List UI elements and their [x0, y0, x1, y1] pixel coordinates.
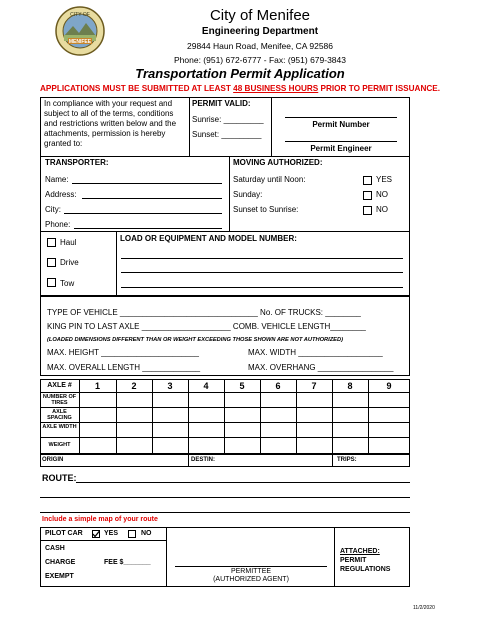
axle-col-6: 6	[275, 381, 281, 391]
row-number-of-tires: NUMBER OF TIRES	[42, 394, 77, 406]
load-heading: LOAD OR EQUIPMENT AND MODEL NUMBER:	[120, 234, 297, 243]
permit-engineer-line[interactable]	[285, 141, 397, 142]
attached-label: ATTACHED:	[340, 548, 380, 555]
load-line-3[interactable]	[121, 287, 403, 288]
city-seal	[55, 6, 105, 56]
axle-col-9: 9	[386, 381, 392, 391]
department: Engineering Department	[201, 26, 319, 37]
destin-label: DESTIN:	[191, 457, 215, 463]
permittee-signature-line[interactable]	[175, 566, 327, 567]
permit-valid-label: PERMIT VALID:	[192, 99, 251, 108]
max-overhang-field[interactable]: MAX. OVERHANG _________________	[248, 363, 394, 372]
address: 29844 Haun Road, Menifee, CA 92586	[186, 41, 334, 51]
drive-checkbox[interactable]	[47, 258, 56, 267]
sunset-sunrise-label: Sunset to Sunrise:	[233, 205, 299, 214]
transporter-name-field[interactable]	[72, 183, 222, 184]
row-axle-spacing: AXLE SPACING	[47, 409, 72, 421]
transporter-phone-label: Phone:	[45, 220, 71, 229]
check-icon	[92, 530, 100, 538]
haul-label: Haul	[60, 238, 77, 247]
saturday-yes-label: YES	[376, 175, 393, 184]
seal-name: MENIFEE	[68, 39, 92, 45]
page-title: Transportation Permit Application	[135, 66, 345, 81]
tow-label: Tow	[60, 279, 75, 288]
sunday-label: Sunday:	[233, 190, 263, 199]
attached-permit: PERMIT	[340, 557, 367, 564]
transporter-phone-field[interactable]	[74, 228, 222, 229]
pilot-car-no-label: NO	[141, 530, 152, 537]
saturday-yes-checkbox[interactable]	[363, 176, 372, 185]
map-note: Include a simple map of your route	[42, 516, 158, 523]
sunday-no-checkbox[interactable]	[363, 191, 372, 200]
load-line-1[interactable]	[121, 258, 403, 259]
trips-label: TRIPS:	[337, 457, 357, 463]
intro-text: In compliance with your request and subject to all of the terms, conditions and restrictions written below and the attachments, permission is hereby granted to:	[44, 99, 177, 148]
fee-field[interactable]: FEE $_______	[104, 559, 151, 566]
dimension-note: (LOADED DIMENSIONS DIFFERENT THAN OR WEIGHT EXCEEDING THOSE SHOWN ARE NOT AUTHORIZED)	[47, 337, 343, 343]
seal-text: CITY OF	[70, 12, 90, 18]
pilot-car-label: PILOT CAR	[45, 530, 83, 537]
moving-heading: MOVING AUTHORIZED:	[233, 158, 323, 167]
authorized-agent-label: (AUTHORIZED AGENT)	[213, 576, 289, 583]
submission-warning: APPLICATIONS MUST BE SUBMITTED AT LEAST 48 BUSINESS HOURS PRIOR TO PERMIT ISSUANCE.	[39, 84, 441, 93]
transporter-city-label: City:	[45, 205, 61, 214]
axle-col-3: 3	[167, 381, 173, 391]
sunset-sunrise-no-checkbox[interactable]	[363, 206, 372, 215]
axle-col-5: 5	[239, 381, 245, 391]
max-overall-length-field[interactable]: MAX. OVERALL LENGTH _____________	[47, 363, 201, 372]
row-weight: WEIGHT	[48, 442, 71, 448]
transporter-name-label: Name:	[45, 175, 69, 184]
charge-label[interactable]: CHARGE	[45, 559, 76, 566]
transporter-address-label: Address:	[45, 190, 77, 199]
max-width-field[interactable]: MAX. WIDTH ___________________	[248, 348, 383, 357]
sunday-no-label: NO	[376, 190, 388, 199]
phone: Phone: (951) 672-6777 - Fax: (951) 679-3843	[173, 55, 346, 65]
axle-col-4: 4	[203, 381, 209, 391]
drive-label: Drive	[60, 258, 79, 267]
pilot-car-no-checkbox[interactable]	[128, 530, 136, 538]
attached-regulations: REGULATIONS	[340, 566, 391, 573]
saturday-label: Saturday until Noon:	[233, 175, 306, 184]
pilot-car-yes-label: YES	[104, 530, 119, 537]
route-line-2[interactable]	[40, 497, 410, 498]
exempt-label[interactable]: EXEMPT	[45, 573, 74, 580]
pilot-car-yes-checkbox[interactable]	[92, 530, 100, 538]
transporter-heading: TRANSPORTER:	[45, 158, 109, 167]
axle-col-7: 7	[311, 381, 317, 391]
route-label: ROUTE:	[42, 473, 77, 483]
transporter-city-field[interactable]	[64, 213, 222, 214]
sunset-field[interactable]: Sunset: _________	[192, 130, 262, 139]
permit-number-line[interactable]	[285, 117, 397, 118]
revision-date: 11/2/2020	[413, 605, 435, 611]
tow-checkbox[interactable]	[47, 278, 56, 287]
permit-number-label: Permit Number	[312, 120, 370, 129]
sunrise-field[interactable]: Sunrise: _________	[192, 115, 264, 124]
axle-col-8: 8	[347, 381, 353, 391]
permittee-label: PERMITTEE	[230, 568, 272, 575]
vehicle-type-row[interactable]: TYPE OF VEHICLE _______________________________ No. OF TRUCKS: ________	[47, 308, 361, 317]
max-height-field[interactable]: MAX. HEIGHT ______________________	[47, 348, 199, 357]
kingpin-row[interactable]: KING PIN TO LAST AXLE ____________________ COMB. VEHICLE LENGTH________	[47, 322, 366, 331]
cash-label[interactable]: CASH	[45, 545, 65, 552]
route-line-3[interactable]	[40, 512, 410, 513]
transporter-address-field[interactable]	[82, 198, 222, 199]
permit-engineer-label: Permit Engineer	[310, 144, 372, 153]
axle-col-2: 2	[131, 381, 137, 391]
city-name: City of Menifee	[209, 7, 311, 24]
origin-label: ORIGIN	[42, 457, 64, 463]
haul-checkbox[interactable]	[47, 238, 56, 247]
axle-col-1: 1	[94, 381, 100, 391]
row-axle-width: AXLE WIDTH	[42, 424, 77, 430]
axle-number-header: AXLE #	[47, 382, 72, 389]
load-line-2[interactable]	[121, 272, 403, 273]
route-line-1[interactable]	[76, 482, 410, 483]
sunset-sunrise-no-label: NO	[376, 205, 388, 214]
